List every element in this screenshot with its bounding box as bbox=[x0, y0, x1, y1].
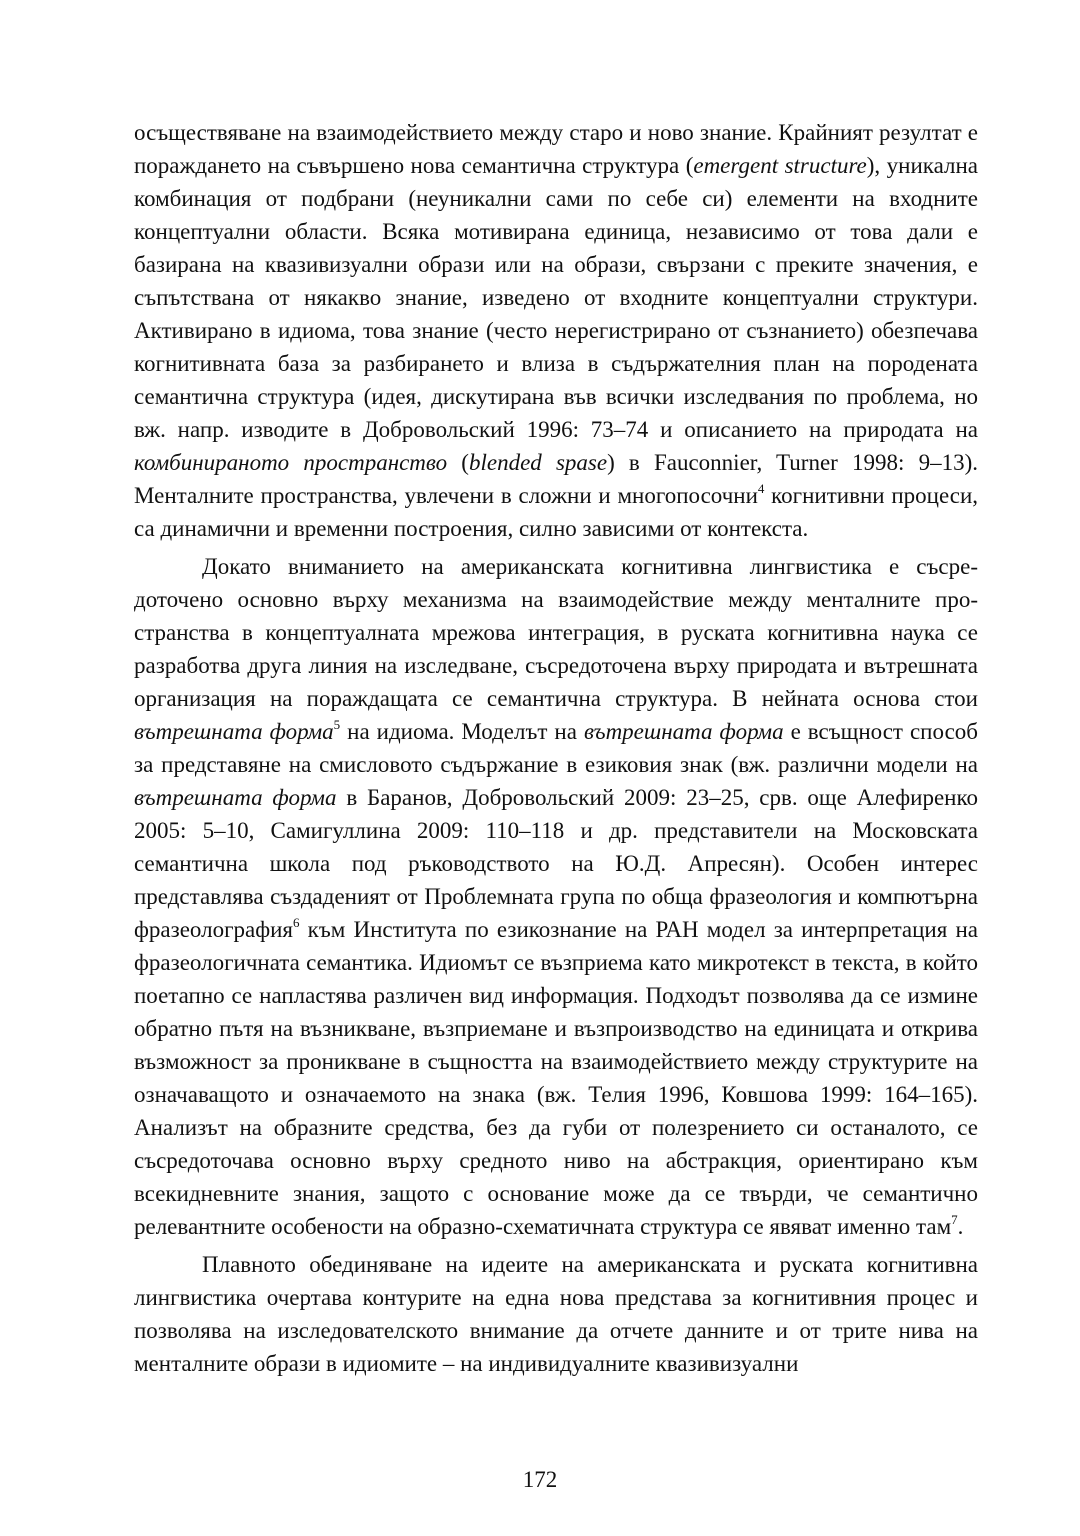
footnote-marker: 4 bbox=[757, 481, 765, 497]
text-segment: на идиома. Моделът на bbox=[340, 719, 584, 744]
text-segment: осъществяване на взаимодействието между старо и ново знание. Крайният резултат е пораждането на съвършено нова семантична структура ( bbox=[134, 120, 978, 178]
italic-term: blended spase bbox=[468, 450, 608, 475]
italic-term: вътрешната форма bbox=[134, 785, 337, 810]
text-segment: е всъщност способ за представяне на смисловото съдържание в езиковия знак (вж. различни модели на bbox=[134, 719, 978, 777]
paragraph-3 bbox=[134, 1248, 978, 1380]
italic-term: emergent structure bbox=[693, 153, 867, 178]
text-segment: ) в Fauconnier, Turner 1998: 9–13). Менталните пространства, увлечени в сложни и многопосочни bbox=[134, 450, 978, 508]
text-segment: когнитивни процеси, са динамични и временни построения, силно зависими от контекста. bbox=[134, 483, 979, 541]
paragraph-1 bbox=[134, 116, 978, 545]
footnote-marker: 7 bbox=[951, 1212, 958, 1228]
text-segment: . bbox=[957, 1214, 964, 1239]
page-number: 172 bbox=[522, 1467, 558, 1492]
italic-term: комбинираното пространство bbox=[134, 450, 448, 475]
text-segment: ( bbox=[447, 450, 469, 475]
text-segment: ), уникална комбинация от подбрани (неуникални сами по себе си) елементи на входните концептуални области. Всяка мотивирана единица, независимо от това дали е базирана на квазивизуални образи или на образи, свързани с преките значения, е съпътствана от някакво знание, изведено от входните концептуални структури. Активирано в идиома, това знание (често нерегистрирано от съзнанието) обезпечава когнитивната база за разбирането и влиза в съдържателния план на породената семантична структура (идея, дискутирана във всички изследвания по проблема, но вж. напр. изводите в Добровольский 1996: 73–74 и описанието на природата на bbox=[134, 153, 979, 442]
paragraph-2 bbox=[134, 550, 978, 1243]
footnote-marker: 6 bbox=[293, 915, 300, 931]
italic-term: вътрешната форма bbox=[583, 719, 784, 744]
page-body bbox=[134, 116, 978, 1436]
italic-term: вътрешната форма bbox=[134, 719, 334, 744]
text-segment: в Баранов, Добровольский 2009: 23–25, срв. още Алефиренко 2005: 5–10, Самигуллина 2009: 110–118 и др. представители на Московската семантична школа под ръководството на Ю.Д. Апресян). Особен интерес представлява създаденият от Проблемната група по обща фразеология и компютърна фразеолография bbox=[134, 785, 978, 942]
text-segment: Докато вниманието на американската когнитивна лингвистика е съсредоточено основно върху механизма на взаимодействие между менталните пространства в концептуалната мрежова интеграция, в руската когнитивна наука се разработва друга линия на изследване, съсредоточена върху природата и вътрешната организация на пораждащата се семантична структура. В нейната основа стои bbox=[134, 554, 978, 711]
text-segment: Плавното обединяване на идеите на американската и руската когнитивна лингвистика очертава контурите на една нова представа за когнитивния процес и позволява на изследователското внимание да отчете данните и от трите нива на менталните образи в идиомите – на индивидуалните квазивизуални bbox=[134, 1252, 978, 1376]
text-segment: към Института по езикознание на РАН модел за интерпретация на фразеологичната семантика. Идиомът се възприема като микротекст в текста, в който поетапно се напластява различен вид информация. Подходът позволява да се измине обратно пътя на възникване, възприемане и възпроизводство на единицата и открива възможност за проникване в същността на взаимодействието между структурите на означаващото и означаемото на знака (вж. Телия 1996, Ковшова 1999: 164–165). Анализът на образните средства, без да губи от полезрението си останалото, се съсредоточава основно върху средното ниво на абстракция, ориентирано към всекидневните знания, защото с основание може да се твърди, че семантично релевантните особености на образно-схематичната структура се явяват именно там bbox=[134, 917, 978, 1239]
footnote-marker: 5 bbox=[333, 717, 341, 733]
